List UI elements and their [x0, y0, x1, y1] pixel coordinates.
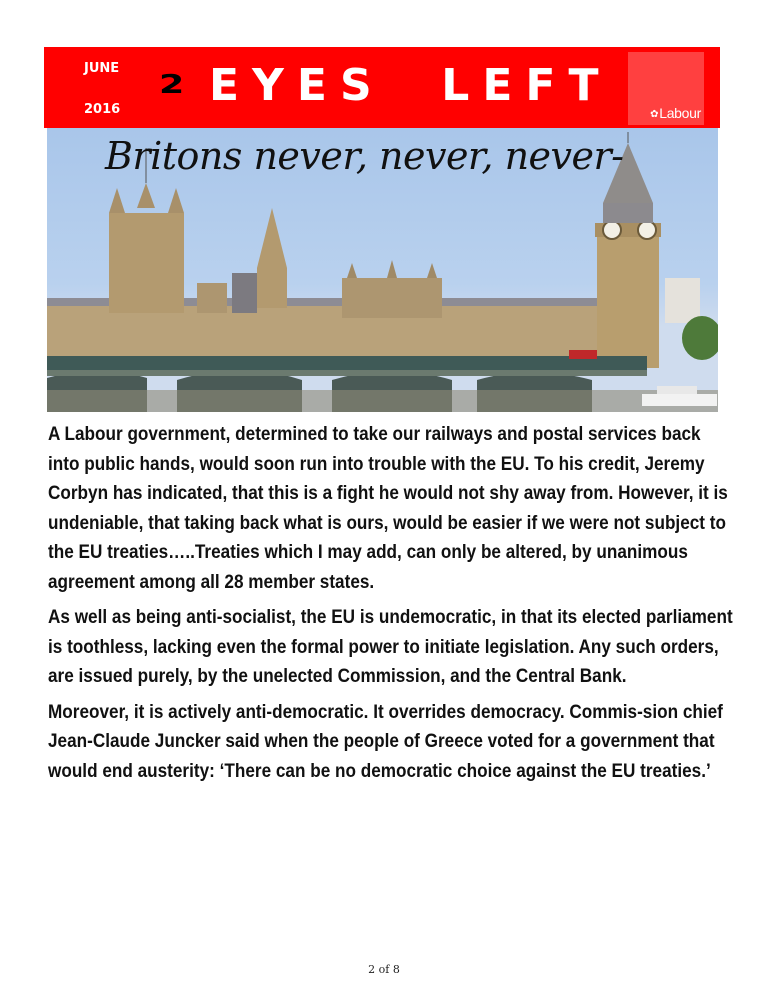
hero-image-westminster [47, 128, 718, 412]
article-paragraph: As well as being anti-socialist, the EU is undemocratic, in that its elected parliament is toothless, lacking even the formal power to initiate legislation. Any such orders, are issued purely, by the unelected Commission, and the Central Bank. [48, 606, 733, 687]
labour-logo [628, 52, 704, 125]
masthead-banner [44, 47, 720, 128]
issue-year: 2016 [84, 102, 121, 117]
issue-number: 2 [159, 70, 185, 100]
page-number: 2 of 8 [368, 963, 400, 976]
issue-month: JUNE [84, 61, 120, 76]
article-paragraph: Moreover, it is actively anti-democratic. It overrides democracy. Commis-sion chief Jean-Claude Juncker said when the people of Greece voted for a government that would end austerity: ‘There can be no democratic choice against the EU treaties.’ [48, 700, 723, 782]
logo-label: Labour [659, 105, 701, 121]
newsletter-title: EYES LEFT [209, 60, 612, 111]
rose-icon: ✿ [650, 109, 659, 120]
hero-caption: Britons never, never, never- [105, 134, 624, 178]
article-paragraph: A Labour government, determined to take our railways and postal services back into public hands, would soon run into trouble with the EU. To his credit, Jeremy Corbyn has indicated, that this is a fight he would not shy away from. However, it is undeniable, that taking back what is ours, would be easier if we were not subject to the EU treaties…..Treaties which I may add, can only be altered, by unanimous agreement among all 28 member states. [48, 423, 728, 593]
article-body [48, 420, 734, 792]
